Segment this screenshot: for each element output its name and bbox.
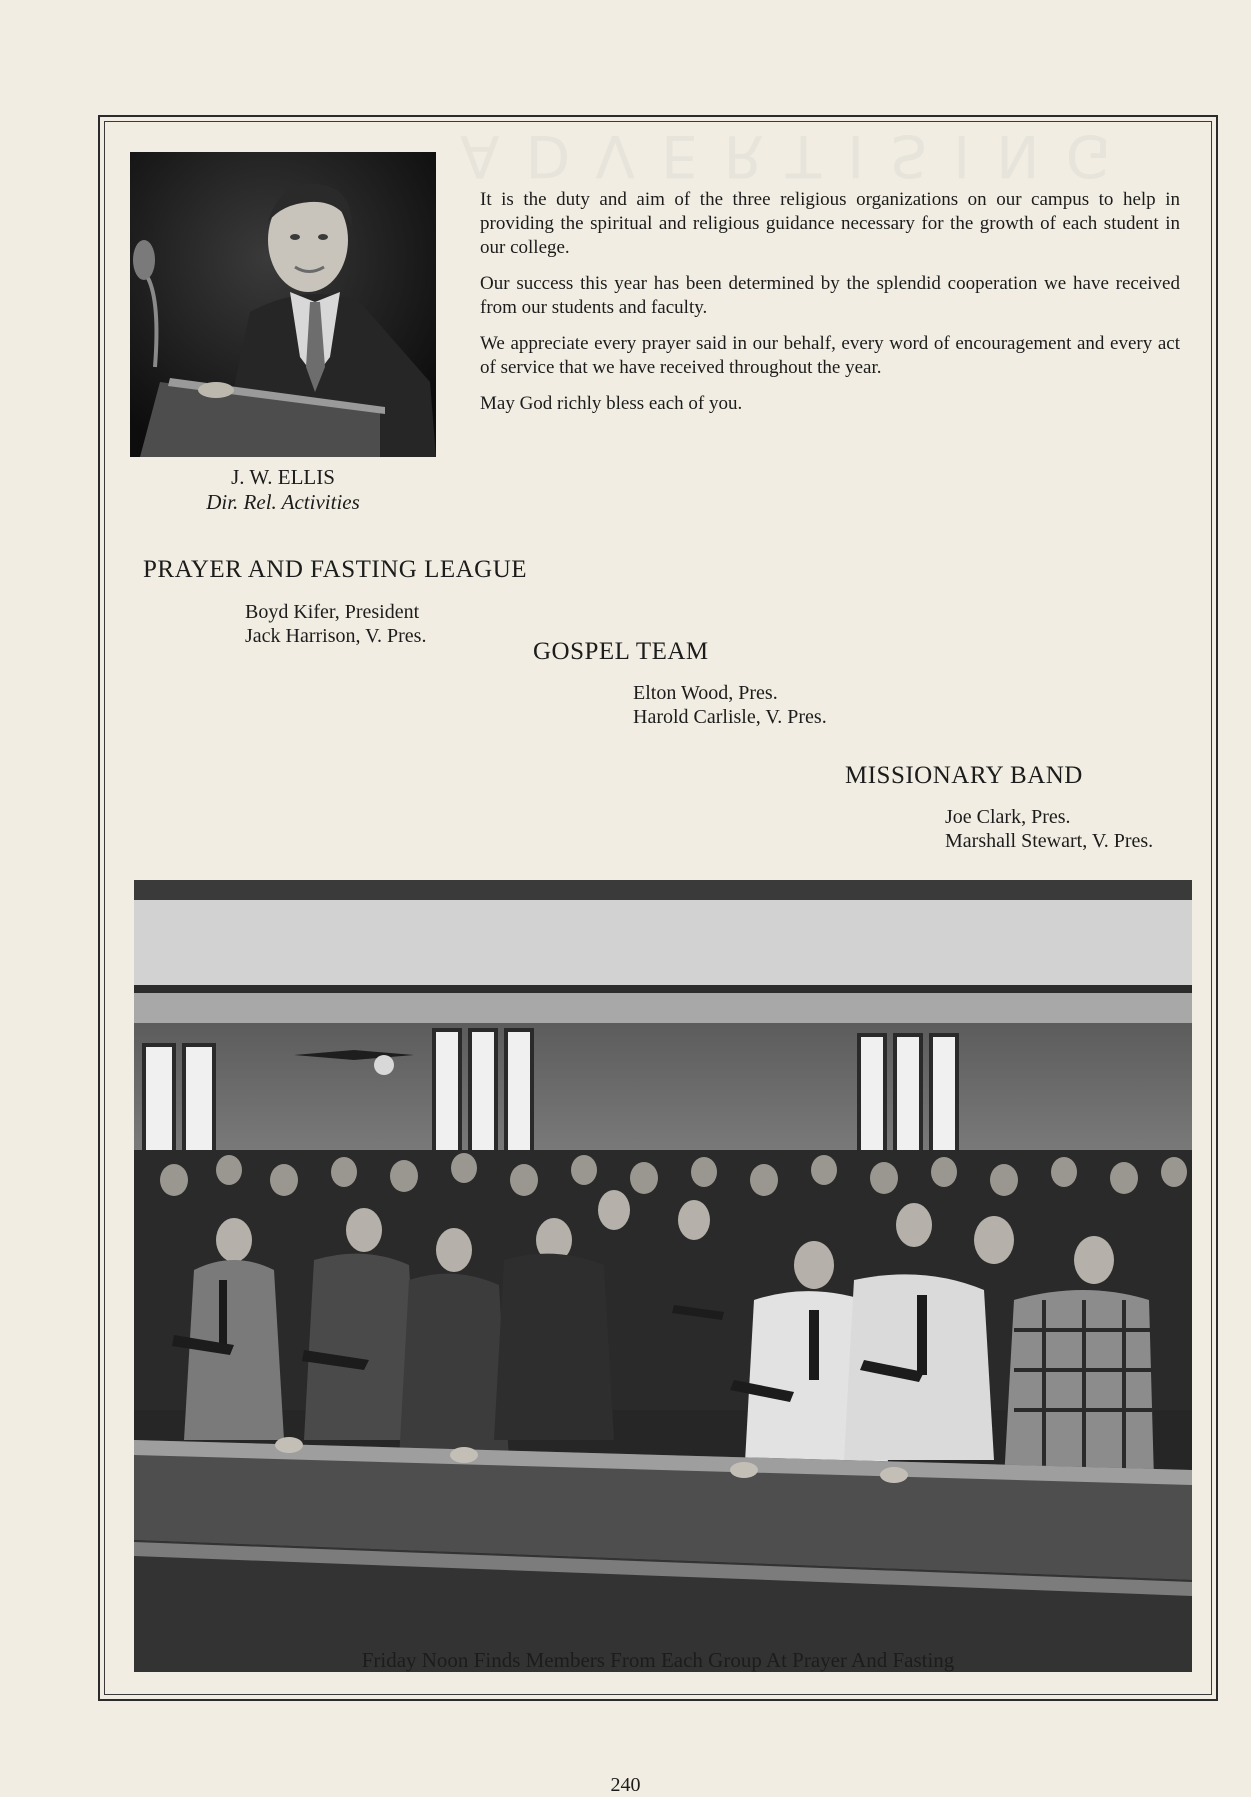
bleed-through-heading: ADVERTISING <box>460 122 1137 190</box>
page-number: 240 <box>610 1774 641 1796</box>
officer-president: Elton Wood, Pres. <box>633 682 778 704</box>
org-officers-prayer-fasting-league <box>245 600 426 648</box>
portrait-photo <box>130 152 436 457</box>
org-officers-gospel-team <box>633 681 827 729</box>
group-photo <box>134 880 1192 1672</box>
portrait-title: Dir. Rel. Activities <box>206 490 360 514</box>
intro-paragraph: May God richly bless each of you. <box>480 393 743 414</box>
portrait-name: J. W. ELLIS <box>231 465 335 489</box>
intro-paragraph: Our success this year has been determined by the splendid cooperation we have received from our students and faculty. <box>480 273 1180 318</box>
org-title-gospel-team: GOSPEL TEAM <box>533 638 709 665</box>
intro-text <box>480 188 1180 428</box>
org-title-missionary-band: MISSIONARY BAND <box>845 762 1083 789</box>
intro-paragraph: It is the duty and aim of the three religious organizations on our campus to help in providing the spiritual and religious guidance necessary for the growth of each student in our college. <box>480 189 1180 258</box>
officer-vice-president: Harold Carlisle, V. Pres. <box>633 706 827 728</box>
intro-paragraph: We appreciate every prayer said in our behalf, every word of encouragement and every act of service that we have received throughout the year. <box>480 333 1180 378</box>
officer-president: Joe Clark, Pres. <box>945 806 1071 828</box>
officer-vice-president: Marshall Stewart, V. Pres. <box>945 830 1154 852</box>
photo-caption: Friday Noon Finds Members From Each Group At Prayer And Fasting <box>361 1648 955 1672</box>
org-officers-missionary-band <box>945 805 1153 853</box>
org-title-prayer-fasting-league: PRAYER AND FASTING LEAGUE <box>143 556 528 583</box>
officer-president: Boyd Kifer, President <box>245 601 420 623</box>
officer-vice-president: Jack Harrison, V. Pres. <box>245 625 427 647</box>
